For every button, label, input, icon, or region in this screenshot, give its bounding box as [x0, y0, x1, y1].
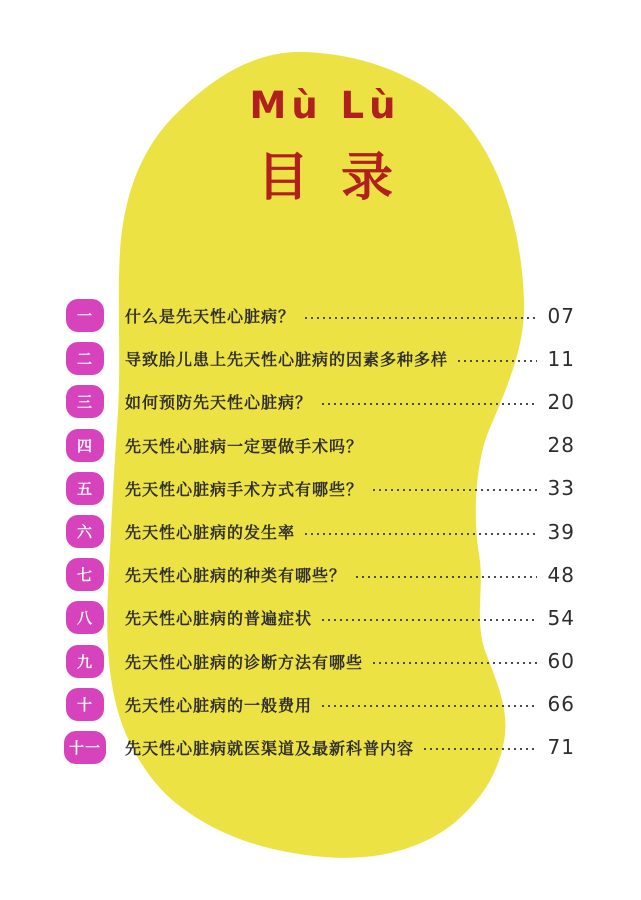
toc-entry-title: 什么是先天性心脏病？: [125, 307, 296, 327]
toc-row: [61, 510, 575, 553]
toc-row: [61, 726, 575, 769]
toc-entry-title: 先天性心脏病的普遍症状: [125, 609, 313, 629]
toc-page-number: 28: [547, 433, 575, 458]
toc-page-number: 60: [547, 649, 575, 674]
toc-page-number: 07: [547, 303, 575, 328]
chapter-badge-cell: [61, 645, 109, 678]
toc-row: [61, 640, 575, 683]
chapter-number-badge: 五: [66, 472, 104, 505]
chapter-badge-cell: [61, 299, 109, 332]
chapter-badge-cell: [61, 731, 109, 764]
dotted-leader: [373, 662, 537, 664]
toc-page-number: 54: [547, 605, 575, 630]
toc-entry-title: 先天性心脏病就医渠道及最新科普内容: [125, 738, 415, 758]
chapter-badge-cell: [61, 429, 109, 462]
toc-entry-title: 如何预防先天性心脏病？: [125, 393, 313, 413]
chapter-badge-cell: [61, 472, 109, 505]
dotted-leader: [356, 576, 537, 578]
toc-page-number: 11: [547, 346, 575, 371]
toc-row: [61, 337, 575, 380]
chapter-number-badge: 二: [66, 342, 104, 375]
toc-entry-title: 先天性心脏病一定要做手术吗？: [125, 436, 364, 456]
title-pinyin: Mù Lù: [249, 84, 401, 127]
dotted-leader: [305, 533, 537, 535]
dotted-leader: [322, 619, 537, 621]
dotted-leader: [322, 705, 537, 707]
toc-entry-title: 先天性心脏病手术方式有哪些？: [125, 479, 364, 499]
toc-row: [61, 683, 575, 726]
chapter-number-badge: 四: [66, 429, 104, 462]
toc-row: [61, 424, 575, 467]
dotted-leader: [458, 360, 537, 362]
chapter-number-badge: 八: [66, 601, 104, 634]
dotted-leader: [322, 403, 537, 405]
toc-page-number: 48: [547, 562, 575, 587]
chapter-number-badge: 九: [66, 645, 104, 678]
chapter-badge-cell: [61, 342, 109, 375]
toc-entry-title: 先天性心脏病的诊断方法有哪些: [125, 652, 364, 672]
chapter-badge-cell: [61, 601, 109, 634]
toc-page-number: 33: [547, 476, 575, 501]
dotted-leader: [373, 489, 537, 491]
toc-row: [61, 553, 575, 596]
toc-page-number: 20: [547, 389, 575, 414]
chapter-number-badge: 三: [66, 385, 104, 418]
toc-row: [61, 596, 575, 639]
toc-page-number: 66: [547, 692, 575, 717]
toc-page-number: 39: [547, 519, 575, 544]
table-of-contents: [61, 294, 575, 769]
page-title: 目录: [256, 148, 425, 208]
toc-entry-title: 先天性心脏病的一般费用: [125, 695, 313, 715]
chapter-badge-cell: [61, 385, 109, 418]
toc-page-number: 71: [547, 735, 575, 760]
toc-row: [61, 294, 575, 337]
chapter-number-badge: 十: [66, 688, 104, 721]
dotted-leader: [424, 748, 537, 750]
chapter-number-badge: 六: [66, 515, 104, 548]
toc-row: [61, 467, 575, 510]
toc-entry-title: 导致胎儿患上先天性心脏病的因素多种多样: [125, 350, 449, 370]
toc-entry-title: 先天性心脏病的发生率: [125, 523, 296, 543]
toc-entry-title: 先天性心脏病的种类有哪些？: [125, 566, 347, 586]
chapter-badge-cell: [61, 515, 109, 548]
chapter-badge-cell: [61, 688, 109, 721]
chapter-badge-cell: [61, 558, 109, 591]
chapter-number-badge: 一: [66, 299, 104, 332]
chapter-number-badge: 七: [66, 558, 104, 591]
page-title-block: [140, 84, 510, 210]
chapter-number-badge: 十一: [64, 731, 106, 764]
dotted-leader: [305, 317, 537, 319]
toc-row: [61, 380, 575, 423]
